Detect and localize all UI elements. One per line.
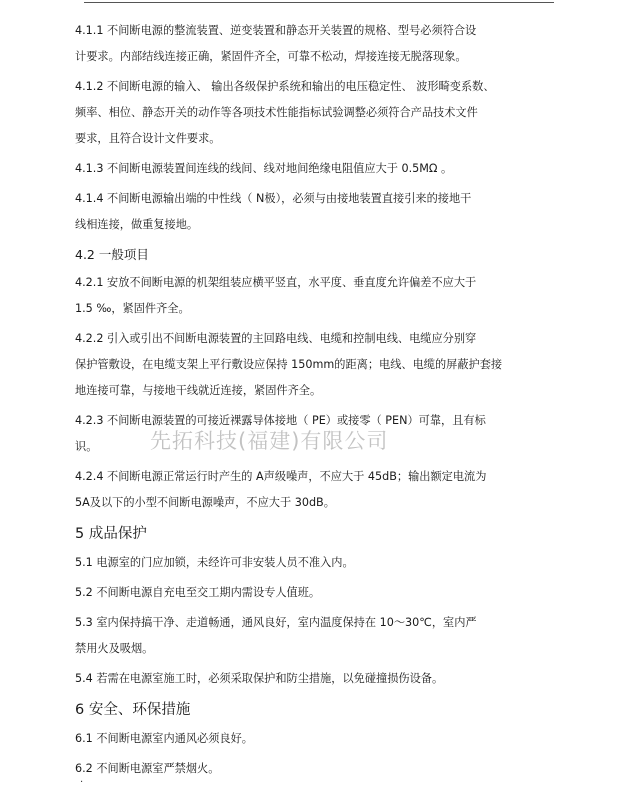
footer-mark: . xyxy=(80,774,84,785)
paragraph-line: 地连接可靠，与接地干线就近连接，紧固件齐全。 xyxy=(75,384,322,397)
paragraph-line: 禁用火及吸烟。 xyxy=(75,642,154,655)
paragraph-line: 频率、相位、静态开关的动作等各项技术性能指标试验调整必须符合产品技术文件 xyxy=(75,106,478,119)
section-heading: 5 成品保护 xyxy=(75,526,147,542)
paragraph-line: 6.2 不间断电源室严禁烟火。 xyxy=(75,762,220,775)
paragraph-line: 识。 xyxy=(75,440,98,453)
paragraph-line: 4.1.2 不间断电源的输入、 输出各级保护系统和输出的电压稳定性、 波形畸变系数、 xyxy=(75,80,495,93)
paragraph-line: 4.1.1 不间断电源的整流装置、逆变装置和静态开关装置的规格、型号必须符合设 xyxy=(75,24,477,37)
paragraph-line: 5.3 室内保持搞干净、走道畅通，通风良好，室内温度保持在 10～30℃，室内严 xyxy=(75,616,477,629)
section-heading: 6 安全、环保措施 xyxy=(75,702,191,718)
paragraph-line: 4.2.1 安放不间断电源的机架组装应横平竖直，水平度、垂直度允许偏差不应大于 xyxy=(75,276,477,289)
paragraph-line: 6.1 不间断电源室内通风必须良好。 xyxy=(75,732,253,745)
paragraph-line: 5.2 不间断电源自充电至交工期内需设专人值班。 xyxy=(75,586,321,599)
section-heading: 4.2 一般项目 xyxy=(75,247,149,262)
company-watermark: 先拓科技(福建)有限公司 xyxy=(150,429,389,453)
paragraph-line: 4.2.4 不间断电源正常运行时产生的 A声级噪声，不应大于 45dB；输出额定电流为 xyxy=(75,470,487,483)
document-body xyxy=(75,20,575,788)
paragraph-line: 计要求。内部结线连接正确，紧固件齐全，可靠不松动，焊接连接无脱落现象。 xyxy=(75,50,467,63)
paragraph-line: 5A及以下的小型不间断电源噪声，不应大于 30dB。 xyxy=(75,496,335,509)
paragraph-line: 5.4 若需在电源室施工时，必须采取保护和防尘措施，以免碰撞损伤设备。 xyxy=(75,672,444,685)
paragraph-line: 4.2.2 引入或引出不间断电源装置的主回路电线、电缆和控制电线、电缆应分别穿 xyxy=(75,332,477,345)
paragraph-line: 线相连接，做重复接地。 xyxy=(75,218,199,231)
paragraph-line: 要求，且符合设计文件要求。 xyxy=(75,132,221,145)
paragraph-line: 4.2.3 不间断电源装置的可接近裸露导体接地（ PE）或接零（ PEN）可靠，且有标 xyxy=(75,414,486,427)
paragraph-line: 4.1.4 不间断电源输出端的中性线（ N极），必须与由接地装置直接引来的接地干 xyxy=(75,192,472,205)
paragraph-line: 5.1 电源室的门应加锁，未经许可非安装人员不准入内。 xyxy=(75,556,354,569)
header-rule xyxy=(84,2,554,3)
paragraph-line: 保护管敷设，在电缆支架上平行敷设应保持 150mm的距离；电线、电缆的屏蔽护套接 xyxy=(75,358,503,371)
paragraph-line: 4.1.3 不间断电源装置间连线的线间、线对地间绝缘电阻值应大于 0.5MΩ 。 xyxy=(75,162,453,175)
paragraph-line: 1.5 ‰，紧固件齐全。 xyxy=(75,302,190,315)
